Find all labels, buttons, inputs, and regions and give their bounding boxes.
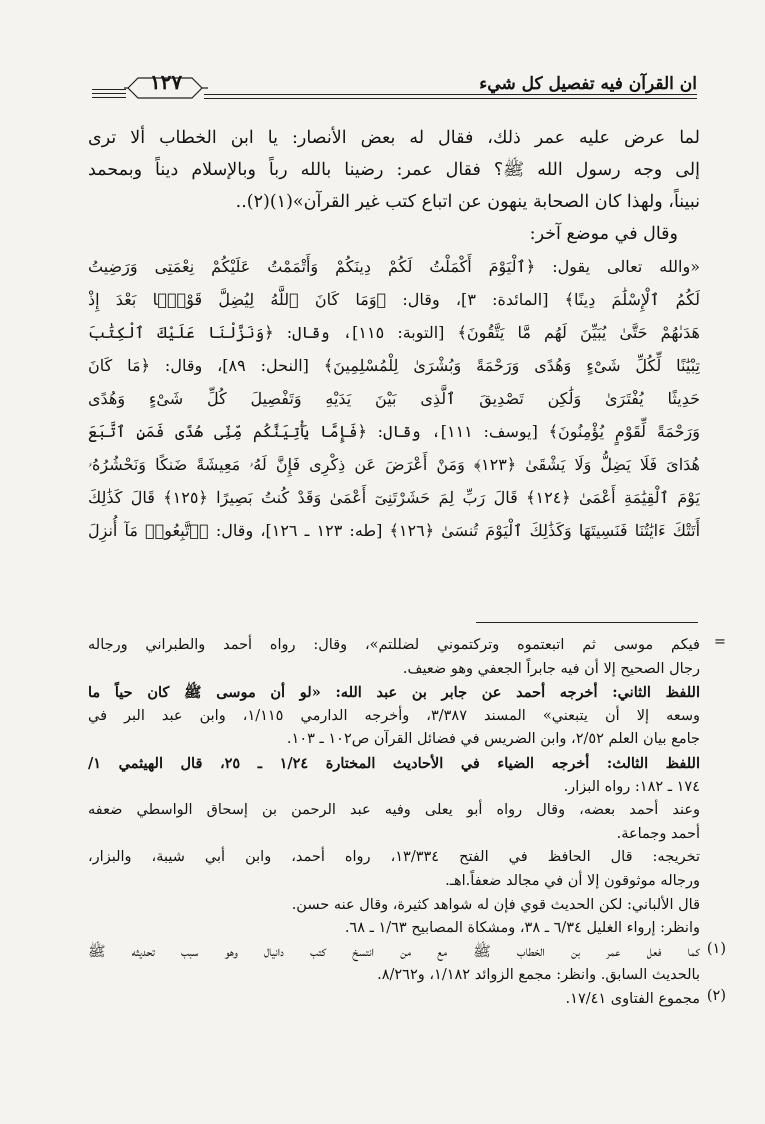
note-line: وعند أحمد بعضه، وقال رواه أبو يعلى وفيه عبد الرحمن بن إسحاق الواسطي ضعفه	[88, 802, 700, 819]
note-line: جامع بيان العلم ٢/٥٢، وابن الضريس في فضائل القرآن ص١٠٢ ـ ١٠٣.	[286, 731, 700, 748]
text-line: إلى وجه رسول الله ﷺ؟ فقال عمر: رضينا بالله رباً وبالإسلام ديناً وبمحمد	[88, 160, 700, 180]
note-line: تخريجه: قال الحافظ في الفتح ١٣/٣٣٤، رواه أحمد، وابن أبي شيبة، والبزار،	[88, 849, 700, 866]
note-line: ١٧٤ ـ ١٨٢: رواه البزار.	[563, 778, 700, 795]
continuation-mark: =	[713, 634, 726, 650]
footnote-number: (٢)	[706, 987, 726, 1004]
page-header	[92, 70, 697, 106]
quran-line: يَوْمَ ٱلْقِيَٰمَةِ أَعْمَىٰ ﴿١٢٤﴾ قَالَ رَبِّ لِمَ حَشَرْتَنِىٓ أَعْمَىٰ وَقَدْ كُنتُ بَصِيرًا ﴿١٢٥﴾ قَالَ كَذَٰلِكَ	[88, 488, 700, 507]
note-line: ورجاله موثوقون إلا أن في مجالد ضعفاً.اهـ.	[445, 872, 700, 889]
footnote-2	[88, 987, 726, 1012]
quran-line: «والله تعالى يقول: ﴿ٱلْيَوْمَ أَكْمَلْتُ لَكُمْ دِينَكُمْ وَأَتْمَمْتُ عَلَيْكُمْ نِعْمَتِى وَرَضِيتُ	[88, 257, 700, 276]
note-line: مجموع الفتاوى ١٧/٤١.	[565, 990, 700, 1007]
note-line: وانظر: إرواء الغليل ٦/٣٤ ـ ٣٨، ومشكاة المصابيح ١/٦٣ ـ ٦٨.	[344, 920, 700, 937]
quran-line: تِبْيَٰنًا لِّكُلِّ شَىْءٍ وَهُدًى وَرَحْمَةً وَبُشْرَىٰ لِلْمُسْلِمِينَ﴾ [النحل: ٨٩]، وقال: ﴿مَا كَانَ	[88, 356, 700, 375]
note-line: رجال الصحيح إلا أن فيه جابراً الجعفي وهو ضعيف.	[402, 660, 700, 677]
header-rule	[204, 94, 697, 95]
text-line: لما عرض عليه عمر ذلك، فقال له بعض الأنصار: يا ابن الخطاب ألا ترى	[88, 128, 700, 148]
text-line: وقال في موضع آخر:	[529, 224, 678, 244]
running-title: ان القرآن فيه تفصيل كل شيء	[479, 74, 697, 94]
quran-line: هُدَاىَ فَلَا يَضِلُّ وَلَا يَشْقَىٰ ﴿١٢٣﴾ وَمَنْ أَعْرَضَ عَن ذِكْرِى فَإِنَّ لَهُۥ مَعِيشَةً ضَنكًا وَنَحْشُرُهُۥ	[88, 455, 700, 474]
note-line: وسعه إلا أن يتبعني» المسند ٣/٣٨٧، وأخرجه الدارمي ١/١١٥، وابن عبد البر في	[88, 707, 700, 724]
quran-line: حَدِيثًا يُفْتَرَىٰ وَلَٰكِن تَصْدِيقَ ٱلَّذِى بَيْنَ يَدَيْهِ وَتَفْصِيلَ كُلِّ شَىْءٍ وَهُدًى	[88, 389, 700, 408]
main-text	[88, 122, 700, 547]
page-number: ١٢٧	[149, 70, 183, 94]
note-line: كما فعل عمر بن الخطاب ﷺ مع من انتسخ كتب دانيال وهو سبب تحديثه ﷺ	[88, 943, 700, 960]
header-rule	[92, 97, 126, 98]
quran-line: هَدَىٰهُمْ حَتَّىٰ يُبَيِّنَ لَهُم مَّا يَتَّقُونَ﴾ [التوبة: ١١٥]، وقال: ﴿وَنَزَّلْنَا عَلَيْكَ ٱلْكِتَٰبَ	[88, 323, 700, 342]
header-rule	[92, 89, 126, 90]
note-line: فيكم موسى ثم اتبعتموه وتركتموني لضللتم»، وقال: رواه أحمد والطبراني ورجاله	[88, 637, 700, 653]
footnote-separator	[476, 622, 698, 623]
quran-line: لَكُمُ ٱلْإِسْلَٰمَ دِينًا﴾ [المائدة: ٣]، وقال: ﴿وَمَا كَانَ ٱللَّهُ لِيُضِلَّ قَوْمًۢا بَعْدَ إِذْ	[88, 290, 700, 309]
footnotes	[88, 634, 726, 1012]
header-rule	[204, 98, 697, 99]
footnote-number: (١)	[706, 940, 726, 957]
text-line: نبيناً، ولهذا كان الصحابة ينهون عن اتباع كتب غير القرآن»(١)(٢)..	[235, 192, 700, 212]
footnote-1	[88, 940, 726, 965]
note-line: أحمد وجماعة.	[616, 825, 700, 842]
note-line: بالحديث السابق. وانظر: مجمع الزوائد ١/١٨٢، و٨/٢٦٢.	[377, 967, 700, 984]
header-rule	[92, 93, 126, 94]
note-line: اللفظ الثالث: أخرجه الضياء في الأحاديث المختارة ١/٢٤ ـ ٢٥، قال الهيثمي ١/	[88, 754, 700, 772]
quran-line: وَرَحْمَةً لِّقَوْمٍ يُؤْمِنُونَ﴾ [يوسف: ١١١]، وقال: ﴿فَإِمَّا يَأْتِيَنَّكُم مِّنِّى هُدًى فَمَنِ ٱتَّبَعَ	[88, 422, 700, 441]
quran-line: أَتَتْكَ ءَايَٰتُنَا فَنَسِيتَهَا وَكَذَٰلِكَ ٱلْيَوْمَ تُنسَىٰ ﴿١٢٦﴾ [طه: ١٢٣ ـ ١٢٦]، وقال: ﴿ٱتَّبِعُوا۟ مَآ أُنزِلَ	[88, 521, 700, 540]
note-line: قال الألباني: لكن الحديث قوي فإن له شواهد كثيرة، وقال عنه حسن.	[291, 896, 700, 913]
footnote-continuation	[88, 634, 726, 658]
note-line: اللفظ الثاني: أخرجه أحمد عن جابر بن عبد الله: «لو أن موسى ﷺ كان حياً ما	[88, 684, 700, 702]
